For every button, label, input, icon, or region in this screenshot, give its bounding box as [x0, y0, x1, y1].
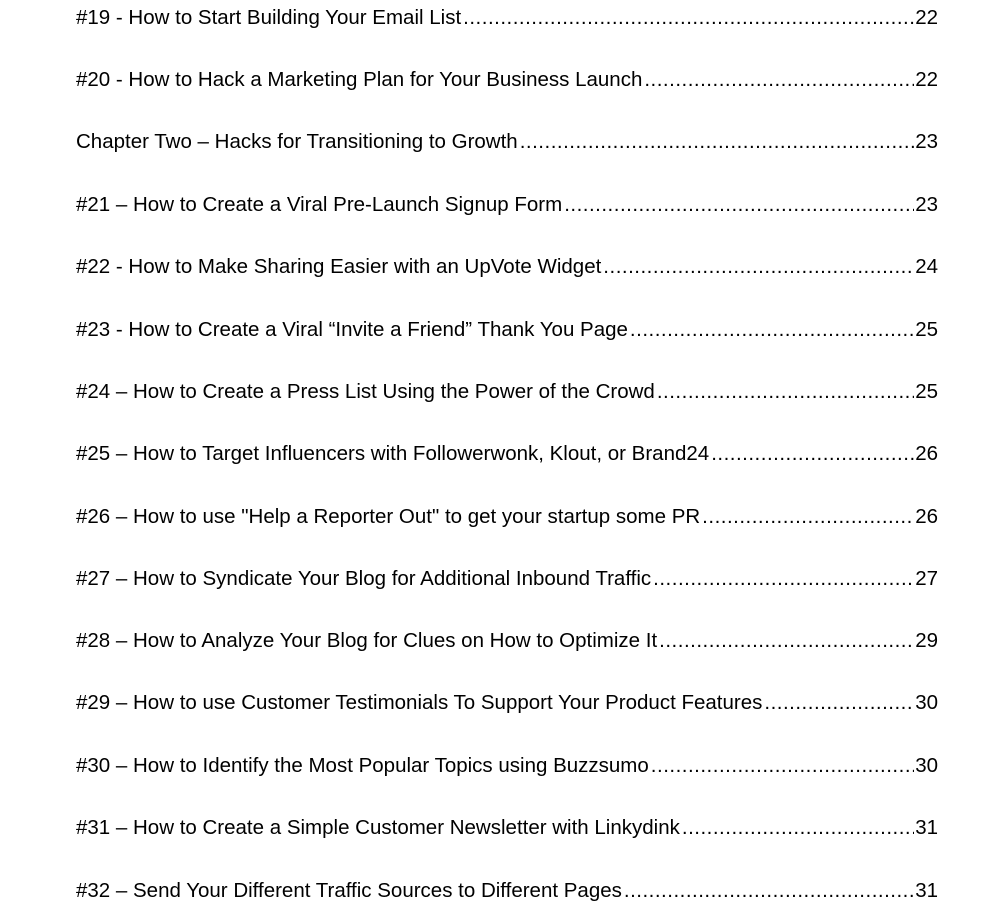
toc-entry-title: #24 – How to Create a Press List Using the Power of the Crowd [76, 380, 655, 403]
toc-entry-page: 26 [915, 442, 938, 465]
dot-leader [764, 688, 914, 718]
toc-entry-title: #30 – How to Identify the Most Popular Topics using Buzzsumo [76, 754, 649, 777]
dot-leader [624, 876, 914, 906]
toc-entry-title: #29 – How to use Customer Testimonials To Support Your Product Features [76, 691, 763, 714]
toc-entry[interactable] [76, 315, 938, 345]
dot-leader [463, 3, 914, 33]
toc-entry-page: 22 [915, 6, 938, 29]
toc-entry-page: 30 [915, 754, 938, 777]
dot-leader [659, 626, 914, 656]
toc-entry-title: #21 – How to Create a Viral Pre-Launch Signup Form [76, 193, 563, 216]
dot-leader [657, 377, 914, 407]
toc-entry-page: 25 [915, 318, 938, 341]
toc-entry-page: 26 [915, 505, 938, 528]
toc-entry-page: 29 [915, 629, 938, 652]
toc-entry-title: #25 – How to Target Influencers with Followerwonk, Klout, or Brand24 [76, 442, 710, 465]
toc-entry-page: 27 [915, 567, 938, 590]
dot-leader [520, 127, 914, 157]
dot-leader [603, 252, 914, 282]
toc-entry[interactable] [76, 751, 938, 781]
dot-leader [630, 315, 914, 345]
toc-entry[interactable] [76, 65, 938, 95]
toc-entry[interactable] [76, 502, 938, 532]
toc-entry-title: #31 – How to Create a Simple Customer Newsletter with Linkydink [76, 816, 680, 839]
toc-entry-title: #22 - How to Make Sharing Easier with an UpVote Widget [76, 255, 602, 278]
toc-chapter-entry[interactable] [76, 127, 938, 157]
dot-leader [702, 502, 914, 532]
dot-leader [644, 65, 914, 95]
toc-entry[interactable] [76, 439, 938, 469]
toc-entry-title: #23 - How to Create a Viral “Invite a Friend” Thank You Page [76, 318, 628, 341]
toc-entry[interactable] [76, 813, 938, 843]
toc-entry-title: #32 – Send Your Different Traffic Sources to Different Pages [76, 879, 622, 902]
toc-entry[interactable] [76, 377, 938, 407]
toc-entry-page: 25 [915, 380, 938, 403]
dot-leader [651, 751, 914, 781]
toc-entry-title: Chapter Two – Hacks for Transitioning to Growth [76, 130, 518, 153]
toc-entry-title: #27 – How to Syndicate Your Blog for Additional Inbound Traffic [76, 567, 652, 590]
toc-entry-page: 31 [915, 816, 938, 839]
toc-entry[interactable] [76, 564, 938, 594]
dot-leader [653, 564, 914, 594]
dot-leader [682, 813, 914, 843]
toc-entry-title: #19 - How to Start Building Your Email List [76, 6, 462, 29]
toc-entry-page: 23 [915, 193, 938, 216]
toc-entry-page: 24 [915, 255, 938, 278]
toc-entry[interactable] [76, 626, 938, 656]
toc-entry-page: 30 [915, 691, 938, 714]
toc-entry-title: #28 – How to Analyze Your Blog for Clues on How to Optimize It [76, 629, 658, 652]
toc-entry[interactable] [76, 876, 938, 906]
toc-entry[interactable] [76, 688, 938, 718]
toc-entry[interactable] [76, 252, 938, 282]
toc-entry-page: 31 [915, 879, 938, 902]
dot-leader [564, 190, 914, 220]
toc-entry-page: 23 [915, 130, 938, 153]
toc-entry[interactable] [76, 190, 938, 220]
toc-entry-page: 22 [915, 68, 938, 91]
dot-leader [711, 439, 914, 469]
toc-entry-title: #26 – How to use "Help a Reporter Out" to get your startup some PR [76, 505, 701, 528]
toc-entry-title: #20 - How to Hack a Marketing Plan for Your Business Launch [76, 68, 643, 91]
toc-entry[interactable] [76, 3, 938, 33]
